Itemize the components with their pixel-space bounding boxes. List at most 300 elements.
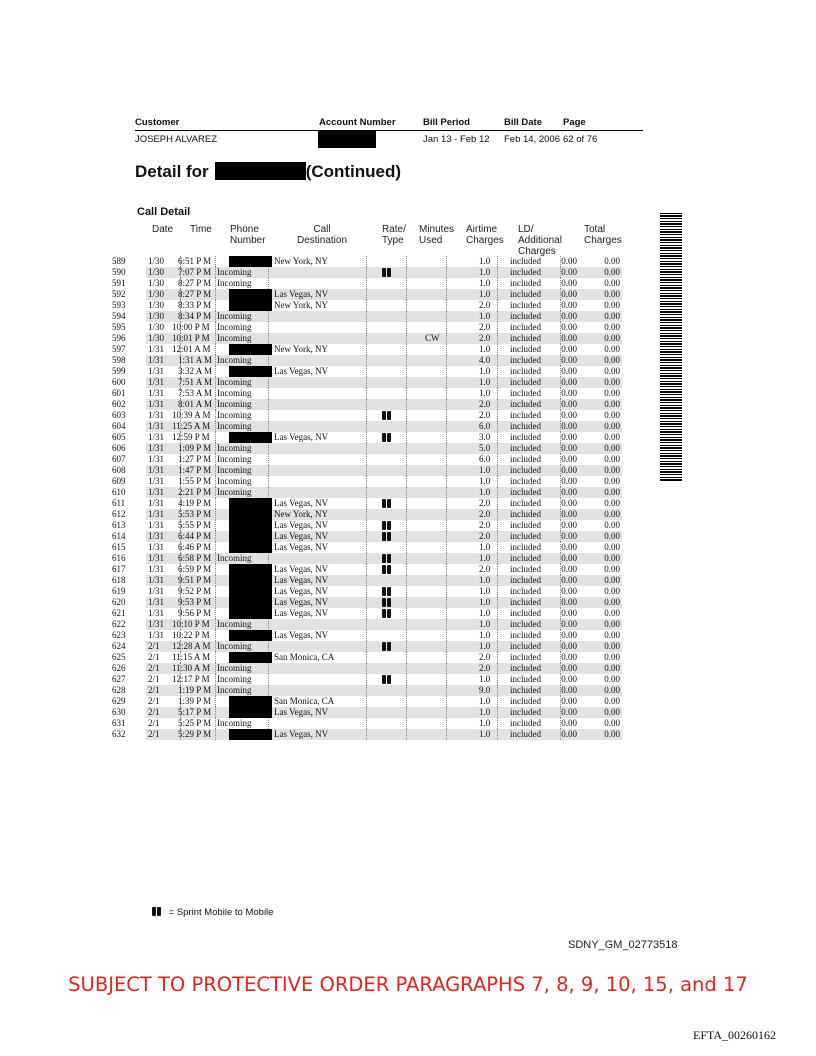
total-charges: 0.00 [604,630,620,640]
ld-additional-charges: 0.00 [561,696,577,706]
minutes-used: 1.0 [479,278,491,288]
phone-number: Incoming [217,421,252,431]
column-divider [215,454,216,465]
airtime-charges: included [510,531,541,541]
column-divider [215,509,216,520]
call-date: 1/31 [148,399,165,409]
column-divider [497,531,498,542]
total-charges: 0.00 [604,553,620,563]
column-divider [268,355,269,366]
column-divider [406,366,407,377]
column-divider [446,586,447,597]
airtime-charges: included [510,465,541,475]
row-number: 631 [112,718,126,728]
row-number: 626 [112,663,126,673]
ld-additional-charges: 0.00 [561,388,577,398]
total-charges: 0.00 [604,718,620,728]
table-row [112,432,624,443]
column-divider [406,531,407,542]
column-divider [215,278,216,289]
call-time: 10:01 P M [172,333,210,343]
row-number: 623 [112,630,126,640]
call-time: 6:59 P M [178,564,212,574]
call-destination: Las Vegas, NV [274,729,329,739]
column-divider [406,641,407,652]
column-divider [497,256,498,267]
total-charges: 0.00 [604,586,620,596]
total-charges: 0.00 [604,707,620,717]
table-row [112,476,624,487]
column-divider [215,443,216,454]
column-divider [446,267,447,278]
column-divider [366,619,367,630]
row-number: 589 [112,256,126,266]
mobile-to-mobile-icon [382,587,392,596]
airtime-charges: included [510,421,541,431]
column-divider [268,399,269,410]
col-phone-number: Phone Number [230,224,266,246]
call-date: 1/31 [148,531,165,541]
ld-additional-charges: 0.00 [561,652,577,662]
table-row [112,509,624,520]
column-divider [497,652,498,663]
airtime-charges: included [510,355,541,365]
minutes-used: 1.0 [479,476,491,486]
call-date: 1/30 [148,256,165,266]
column-divider [366,366,367,377]
call-time: 5:17 P M [178,707,212,717]
total-charges: 0.00 [604,674,620,684]
row-number: 619 [112,586,126,596]
ld-additional-charges: 0.00 [561,289,577,299]
airtime-charges: included [510,575,541,585]
call-detail-table [112,256,624,740]
call-time: 8:27 P M [178,289,212,299]
call-time: 10:39 A M [172,410,211,420]
column-divider [406,388,407,399]
call-time: 1:19 P M [178,685,212,695]
airtime-charges: included [510,520,541,530]
column-divider [366,729,367,740]
row-number: 613 [112,520,126,530]
column-divider [366,685,367,696]
column-divider [215,289,216,300]
phone-number: Incoming [217,322,252,332]
total-charges: 0.00 [604,729,620,739]
row-number: 594 [112,311,126,321]
call-time: 1:31 A M [178,355,213,365]
phone-number-redaction [229,575,272,586]
column-divider [446,355,447,366]
row-number: 615 [112,542,126,552]
ld-additional-charges: 0.00 [561,663,577,673]
call-date: 1/31 [148,597,165,607]
ld-additional-charges: 0.00 [561,597,577,607]
call-destination: Las Vegas, NV [274,586,329,596]
table-row [112,311,624,322]
row-number: 595 [112,322,126,332]
total-charges: 0.00 [604,619,620,629]
column-divider [497,498,498,509]
row-number: 620 [112,597,126,607]
table-row [112,674,624,685]
column-divider [215,432,216,443]
minutes-used: 1.0 [479,696,491,706]
column-divider [215,476,216,487]
column-divider [406,707,407,718]
column-divider [406,597,407,608]
call-date: 1/30 [148,333,165,343]
minutes-used: 1.0 [479,641,491,651]
ld-additional-charges: 0.00 [561,608,577,618]
mobile-to-mobile-icon [382,675,392,684]
column-divider [366,289,367,300]
ld-additional-charges: 0.00 [561,729,577,739]
total-charges: 0.00 [604,476,620,486]
minutes-used: 2.0 [479,322,491,332]
airtime-charges: included [510,685,541,695]
airtime-charges: included [510,553,541,563]
column-divider [366,322,367,333]
airtime-charges: included [510,454,541,464]
bates-number: SDNY_GM_02773518 [568,939,678,951]
mobile-to-mobile-icon [382,268,392,277]
airtime-charges: included [510,696,541,706]
call-time: 10:22 P M [172,630,210,640]
phone-number-redaction [229,652,272,663]
table-row [112,630,624,641]
column-divider [215,652,216,663]
call-date: 1/31 [148,564,165,574]
column-divider [446,641,447,652]
total-charges: 0.00 [604,300,620,310]
call-date: 1/31 [148,586,165,596]
column-divider [215,465,216,476]
column-divider [446,674,447,685]
column-divider [497,333,498,344]
column-divider [446,333,447,344]
total-charges: 0.00 [604,410,620,420]
phone-number: Incoming [217,553,252,563]
table-row [112,410,624,421]
call-date: 1/31 [148,388,165,398]
column-divider [497,553,498,564]
mobile-to-mobile-icon [382,565,392,574]
minutes-used: 2.0 [479,663,491,673]
airtime-charges: included [510,256,541,266]
row-number: 600 [112,377,126,387]
column-divider [366,586,367,597]
total-charges: 0.00 [604,641,620,651]
table-row [112,520,624,531]
minutes-used: 2.0 [479,520,491,530]
col-call-destination: Call Destination [297,224,348,246]
total-charges: 0.00 [604,663,620,673]
minutes-used: 9.0 [479,685,491,695]
call-date: 1/31 [148,509,165,519]
phone-number-redaction [229,542,272,553]
airtime-charges: included [510,542,541,552]
column-divider [446,553,447,564]
call-date: 2/1 [148,718,160,728]
mobile-to-mobile-icon [382,609,392,618]
column-divider [406,300,407,311]
minutes-used: 2.0 [479,300,491,310]
column-divider [215,487,216,498]
ld-additional-charges: 0.00 [561,355,577,365]
column-divider [446,344,447,355]
column-divider [446,630,447,641]
total-charges: 0.00 [604,388,620,398]
phone-number-redaction [229,707,272,718]
column-divider [366,399,367,410]
column-divider [446,256,447,267]
airtime-charges: included [510,311,541,321]
call-time: 1:09 P M [178,443,212,453]
call-destination: Las Vegas, NV [274,531,329,541]
row-number: 632 [112,729,126,739]
column-divider [268,619,269,630]
col-ld-additional-charges: LD/ Additional Charges [518,224,562,257]
table-row [112,344,624,355]
column-divider [406,509,407,520]
column-divider [215,597,216,608]
phone-number: Incoming [217,355,252,365]
minutes-used: 1.0 [479,377,491,387]
ld-additional-charges: 0.00 [561,465,577,475]
row-number: 604 [112,421,126,431]
table-row [112,575,624,586]
column-divider [366,487,367,498]
column-divider [366,630,367,641]
table-row [112,707,624,718]
airtime-charges: included [510,597,541,607]
minutes-used: 6.0 [479,421,491,431]
phone-number: Incoming [217,674,252,684]
column-divider [446,300,447,311]
column-divider [406,465,407,476]
column-divider [497,476,498,487]
column-divider [497,564,498,575]
call-date: 1/30 [148,289,165,299]
total-charges: 0.00 [604,696,620,706]
ld-additional-charges: 0.00 [561,256,577,266]
column-divider [268,267,269,278]
column-divider [366,498,367,509]
call-date: 1/31 [148,476,165,486]
call-time: 3:32 A M [178,366,213,376]
airtime-charges: included [510,388,541,398]
column-divider [268,454,269,465]
efta-number: EFTA_00260162 [693,1028,777,1042]
column-divider [446,707,447,718]
row-number: 630 [112,707,126,717]
column-divider [497,663,498,674]
column-divider [215,531,216,542]
call-destination: San Monica, CA [274,652,335,662]
ld-additional-charges: 0.00 [561,454,577,464]
table-row [112,421,624,432]
column-divider [366,377,367,388]
call-date: 1/31 [148,355,165,365]
column-divider [446,432,447,443]
column-divider [366,300,367,311]
column-divider [366,410,367,421]
ld-additional-charges: 0.00 [561,443,577,453]
ld-additional-charges: 0.00 [561,509,577,519]
bill-date-label: Bill Date [504,117,543,128]
column-divider [497,377,498,388]
airtime-charges: included [510,267,541,277]
column-divider [406,520,407,531]
call-destination: New York, NY [274,344,329,354]
call-destination: Las Vegas, NV [274,498,329,508]
customer-name: JOSEPH ALVAREZ [135,134,218,145]
airtime-charges: included [510,289,541,299]
column-divider [268,476,269,487]
column-divider [497,267,498,278]
ld-additional-charges: 0.00 [561,586,577,596]
phone-number-redaction [229,531,272,542]
table-row [112,366,624,377]
column-divider [215,718,216,729]
call-time: 5:29 P M [178,729,212,739]
row-number: 628 [112,685,126,695]
phone-number-redaction [229,564,272,575]
ld-additional-charges: 0.00 [561,619,577,629]
minutes-used: 1.0 [479,597,491,607]
airtime-charges: included [510,399,541,409]
airtime-charges: included [510,652,541,662]
column-divider [366,707,367,718]
column-divider [215,256,216,267]
detail-title-suffix: (Continued) [305,162,402,181]
minutes-used: 1.0 [479,388,491,398]
minutes-used: 1.0 [479,311,491,321]
call-destination: Las Vegas, NV [274,575,329,585]
call-destination: New York, NY [274,256,329,266]
call-date: 1/31 [148,465,165,475]
column-divider [446,487,447,498]
column-divider [497,311,498,322]
minutes-used: 2.0 [479,652,491,662]
column-divider [446,652,447,663]
phone-number: Incoming [217,465,252,475]
column-divider [406,410,407,421]
call-date: 1/31 [148,454,165,464]
column-divider [406,575,407,586]
table-row [112,454,624,465]
ld-additional-charges: 0.00 [561,421,577,431]
column-divider [366,443,367,454]
column-divider [497,322,498,333]
mobile-to-mobile-icon [382,554,392,563]
column-divider [366,696,367,707]
column-divider [446,443,447,454]
column-divider [446,520,447,531]
call-date: 1/31 [148,344,165,354]
minutes-used: 2.0 [479,509,491,519]
column-divider [446,399,447,410]
barcode [660,213,682,481]
call-time: 10:00 P M [172,322,210,332]
column-divider [366,476,367,487]
minutes-used: 1.0 [479,542,491,552]
column-divider [497,696,498,707]
call-date: 2/1 [148,641,160,651]
total-charges: 0.00 [604,652,620,662]
column-divider [406,608,407,619]
call-date: 1/31 [148,575,165,585]
row-number: 624 [112,641,126,651]
minutes-used: 3.0 [479,432,491,442]
table-row [112,597,624,608]
total-charges: 0.00 [604,520,620,530]
column-divider [268,641,269,652]
row-number: 607 [112,454,126,464]
column-divider [497,399,498,410]
table-row [112,278,624,289]
col-total-charges: Total Charges [584,224,622,246]
call-date: 1/31 [148,410,165,420]
phone-number: Incoming [217,663,252,673]
row-number: 629 [112,696,126,706]
call-date: 1/31 [148,421,165,431]
column-divider [446,542,447,553]
column-divider [497,542,498,553]
column-divider [215,641,216,652]
call-date: 2/1 [148,729,160,739]
minutes-used: 4.0 [479,355,491,365]
minutes-used: 1.0 [479,718,491,728]
column-divider [215,553,216,564]
column-divider [406,696,407,707]
table-row [112,289,624,300]
call-date: 1/31 [148,487,165,497]
airtime-charges: included [510,608,541,618]
table-row [112,487,624,498]
table-row [112,729,624,740]
minutes-used: 1.0 [479,575,491,585]
mobile-to-mobile-icon [382,521,392,530]
ld-additional-charges: 0.00 [561,520,577,530]
column-divider [446,377,447,388]
phone-number-redaction [229,608,272,619]
table-row [112,586,624,597]
airtime-charges: included [510,509,541,519]
minutes-used: 2.0 [479,399,491,409]
column-divider [406,278,407,289]
column-divider [406,586,407,597]
airtime-charges: included [510,322,541,332]
phone-number: Incoming [217,267,252,277]
column-divider [446,685,447,696]
protective-order-notice: SUBJECT TO PROTECTIVE ORDER PARAGRAPHS 7, 8, 9, 10, 15, and 17 [68,973,748,996]
column-divider [406,718,407,729]
column-divider [366,520,367,531]
column-divider [406,344,407,355]
column-divider [268,410,269,421]
column-divider [497,355,498,366]
phone-number-redaction [229,630,272,641]
column-divider [366,652,367,663]
table-row [112,542,624,553]
mobile-to-mobile-icon [382,499,392,508]
column-divider [366,388,367,399]
call-date: 2/1 [148,674,160,684]
table-row [112,300,624,311]
column-divider [497,465,498,476]
